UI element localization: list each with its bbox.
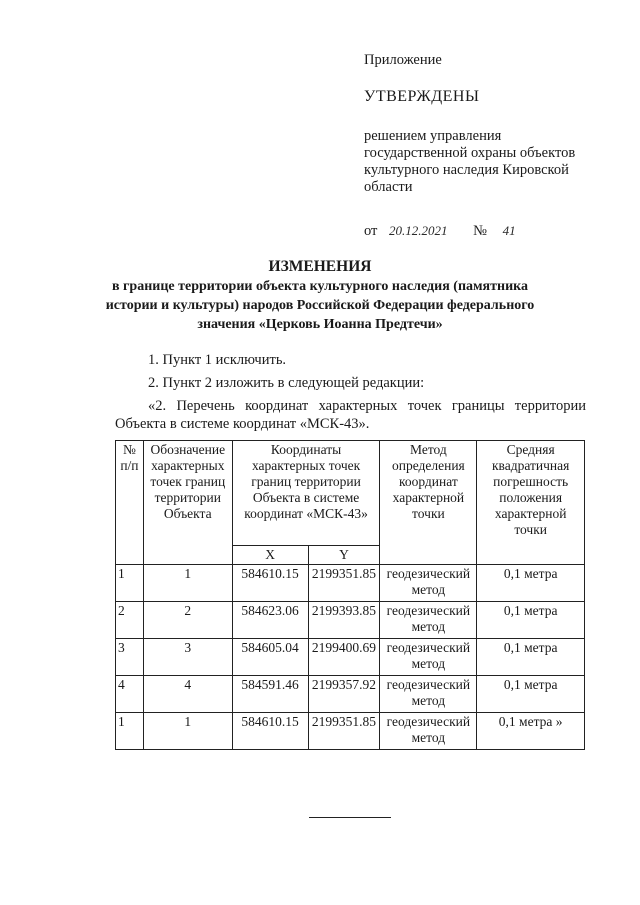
decision-line: государственной охраны объектов (364, 145, 576, 161)
document-subtitle (40, 277, 600, 334)
cell-method: геодезический метод (380, 565, 477, 602)
header-x: X (232, 546, 308, 565)
cell-point: 4 (143, 676, 232, 713)
cell-point: 2 (143, 602, 232, 639)
cell-x: 584610.15 (232, 713, 308, 750)
cell-method: геодезический метод (380, 639, 477, 676)
item-1: 1. Пункт 1 исключить. (148, 352, 287, 368)
cell-y: 2199351.85 (308, 565, 380, 602)
item-3-line-2: Объекта в системе координат «МСК-43». (115, 416, 370, 432)
item-2: 2. Пункт 2 изложить в следующей редакции: (148, 375, 425, 391)
subtitle-line: истории и культуры) народов Российской Федерации федерального (105, 298, 535, 313)
decision-text (364, 128, 614, 196)
cell-error: 0,1 метра (477, 602, 585, 639)
cell-error: 0,1 метра (477, 565, 585, 602)
decision-line: области (364, 179, 413, 195)
table-row (116, 676, 585, 713)
cell-num: 1 (116, 713, 144, 750)
cell-error: 0,1 метра (477, 676, 585, 713)
cell-y: 2199393.85 (308, 602, 380, 639)
header-method: Метод определения координат характерной точки (380, 441, 477, 565)
decision-line: решением управления (364, 128, 502, 144)
table-row (116, 602, 585, 639)
cell-y: 2199351.85 (308, 713, 380, 750)
date-line (364, 222, 614, 240)
cell-x: 584623.06 (232, 602, 308, 639)
table-row (116, 565, 585, 602)
number-label: № (473, 223, 487, 239)
cell-x: 584610.15 (232, 565, 308, 602)
date-prefix: от (364, 223, 378, 239)
subtitle-line: в границе территории объекта культурного наследия (памятника (112, 279, 528, 294)
document-title: ИЗМЕНЕНИЯ (268, 258, 372, 275)
cell-method: геодезический метод (380, 713, 477, 750)
appendix-label: Приложение (364, 52, 442, 68)
closing-divider (309, 817, 391, 818)
header-coords: Координаты характерных точек границ территории Объекта в системе координат «МСК-43» (232, 441, 380, 546)
cell-point: 3 (143, 639, 232, 676)
cell-x: 584591.46 (232, 676, 308, 713)
subtitle-line: значения «Церковь Иоанна Предтечи» (197, 317, 443, 332)
date-value: 20.12.2021 (389, 223, 448, 238)
cell-point: 1 (143, 713, 232, 750)
table-header-row (116, 441, 585, 546)
approved-label: УТВЕРЖДЕНЫ (364, 88, 480, 105)
cell-num: 3 (116, 639, 144, 676)
cell-method: геодезический метод (380, 676, 477, 713)
header-y: Y (308, 546, 380, 565)
cell-point: 1 (143, 565, 232, 602)
decision-line: культурного наследия Кировской (364, 162, 569, 178)
cell-x: 584605.04 (232, 639, 308, 676)
cell-num: 4 (116, 676, 144, 713)
coordinates-table (115, 440, 585, 750)
cell-error: 0,1 метра (477, 639, 585, 676)
cell-error: 0,1 метра » (477, 713, 585, 750)
cell-y: 2199357.92 (308, 676, 380, 713)
table-row (116, 713, 585, 750)
table-row (116, 639, 585, 676)
header-designation: Обозначение характерных точек границ территории Объекта (143, 441, 232, 565)
cell-num: 1 (116, 565, 144, 602)
cell-num: 2 (116, 602, 144, 639)
header-num: № п/п (116, 441, 144, 565)
item-3-line-1: «2. Перечень координат характерных точек границы территории (148, 398, 586, 414)
number-value: 41 (502, 223, 516, 238)
cell-method: геодезический метод (380, 602, 477, 639)
cell-y: 2199400.69 (308, 639, 380, 676)
header-error: Средняя квадратичная погрешность положения характерной точки (477, 441, 585, 565)
